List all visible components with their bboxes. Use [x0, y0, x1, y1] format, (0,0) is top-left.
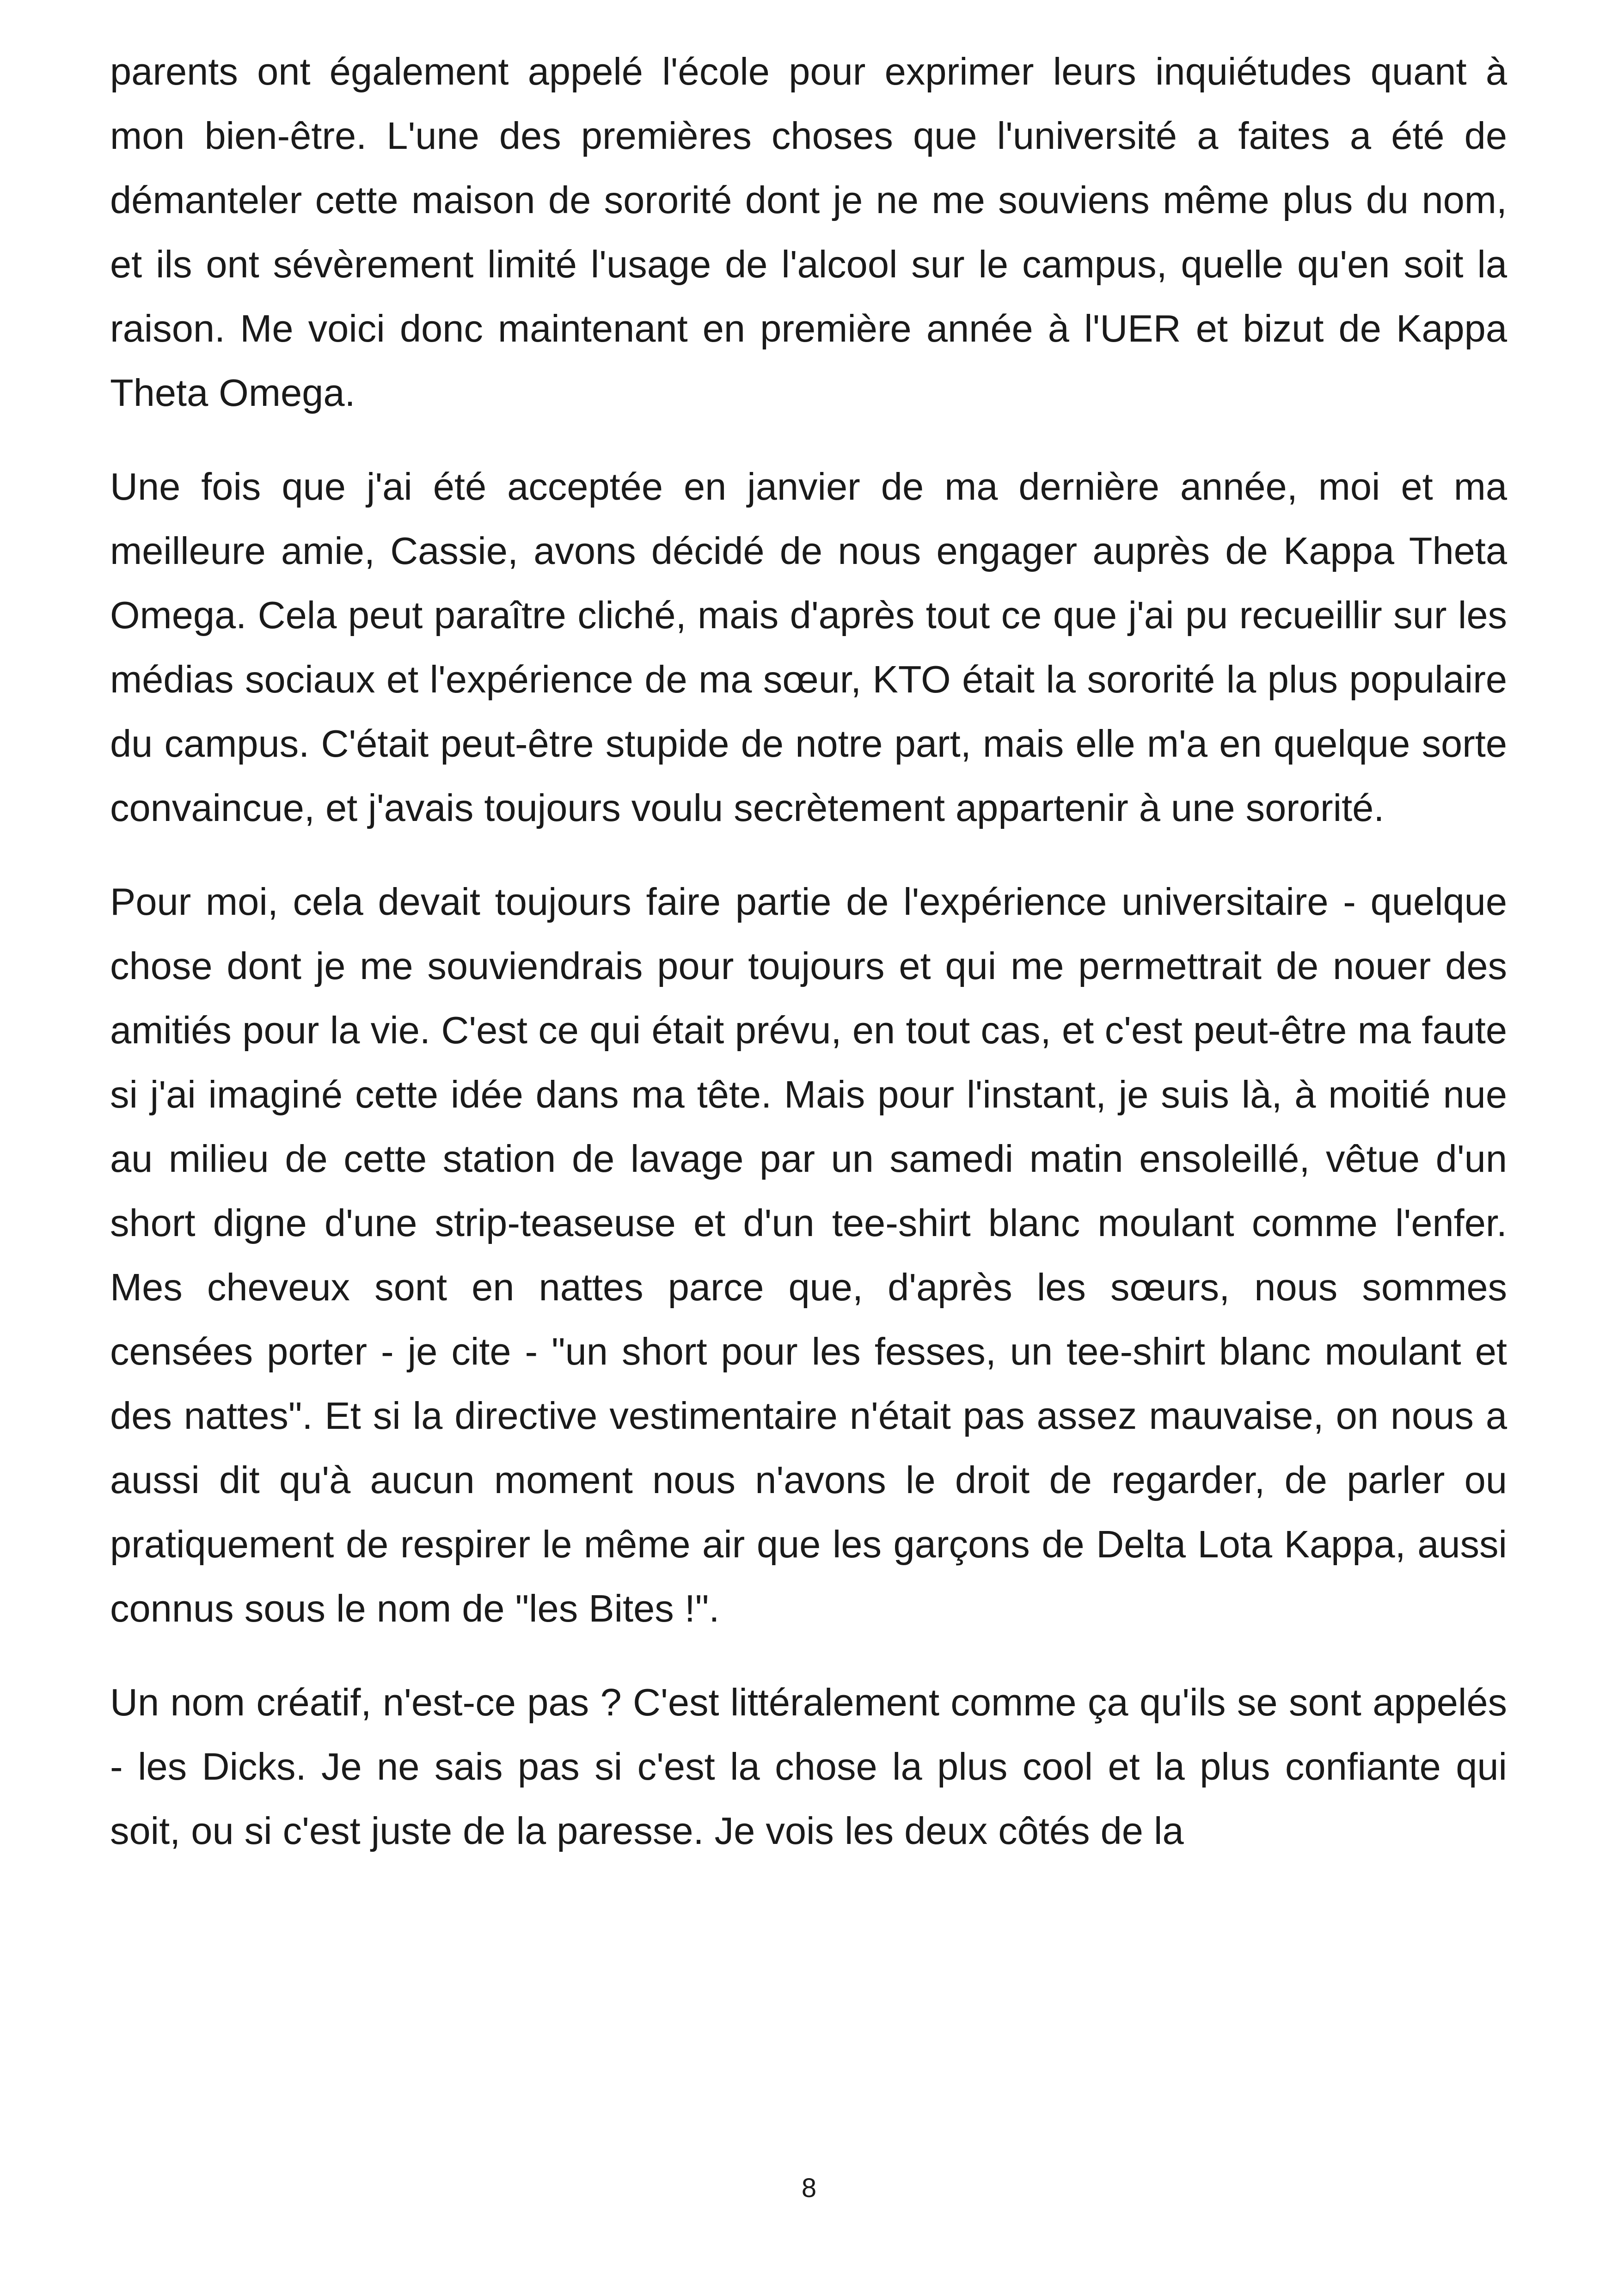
page-body [110, 39, 1507, 1863]
paragraph: parents ont également appelé l'école pour exprimer leurs inquiétudes quant à mon bien-être. L'une des premières choses que l'université a faites a été de démanteler cette maison de sororité dont je ne me souviens même plus du nom, et ils ont sévèrement limité l'usage de l'alcool sur le campus, quelle qu'en soit la raison. Me voici donc maintenant en première année à l'UER et bizut de Kappa Theta Omega. [110, 50, 1507, 414]
paragraph: Une fois que j'ai été acceptée en janvier de ma dernière année, moi et ma meilleure amie, Cassie, avons décidé de nous engager auprès de Kappa Theta Omega. Cela peut paraître cliché, mais d'après tout ce que j'ai pu recueillir sur les médias sociaux et l'expérience de ma sœur, KTO était la sororité la plus populaire du campus. C'était peut-être stupide de notre part, mais elle m'a en quelque sorte convaincue, et j'avais toujours voulu secrètement appartenir à une sororité. [110, 465, 1507, 829]
paragraph: Pour moi, cela devait toujours faire partie de l'expérience universitaire - quelque chose dont je me souviendrais pour toujours et qui me permettrait de nouer des amitiés pour la vie. C'est ce qui était prévu, en tout cas, et c'est peut-être ma faute si j'ai imaginé cette idée dans ma tête. Mais pour l'instant, je suis là, à moitié nue au milieu de cette station de lavage par un samedi matin ensoleillé, vêtue d'un short digne d'une strip-teaseuse et d'un tee-shirt blanc moulant comme l'enfer. Mes cheveux sont en nattes parce que, d'après les sœurs, nous sommes censées porter - je cite - "un short pour les fesses, un tee-shirt blanc moulant et des nattes". Et si la directive vestimentaire n'était pas assez mauvaise, on nous a aussi dit qu'à aucun moment nous n'avons le droit de regarder, de parler ou pratiquement de respirer le même air que les garçons de Delta Lota Kappa, aussi connus sous le nom de "les Bites !". [110, 880, 1507, 1630]
paragraph: Un nom créatif, n'est-ce pas ? C'est littéralement comme ça qu'ils se sont appelés - les Dicks. Je ne sais pas si c'est la chose la plus cool et la plus confiante qui soit, ou si c'est juste de la paresse. Je vois les deux côtés de la [110, 1681, 1507, 1852]
page-number: 8 [801, 2173, 817, 2203]
